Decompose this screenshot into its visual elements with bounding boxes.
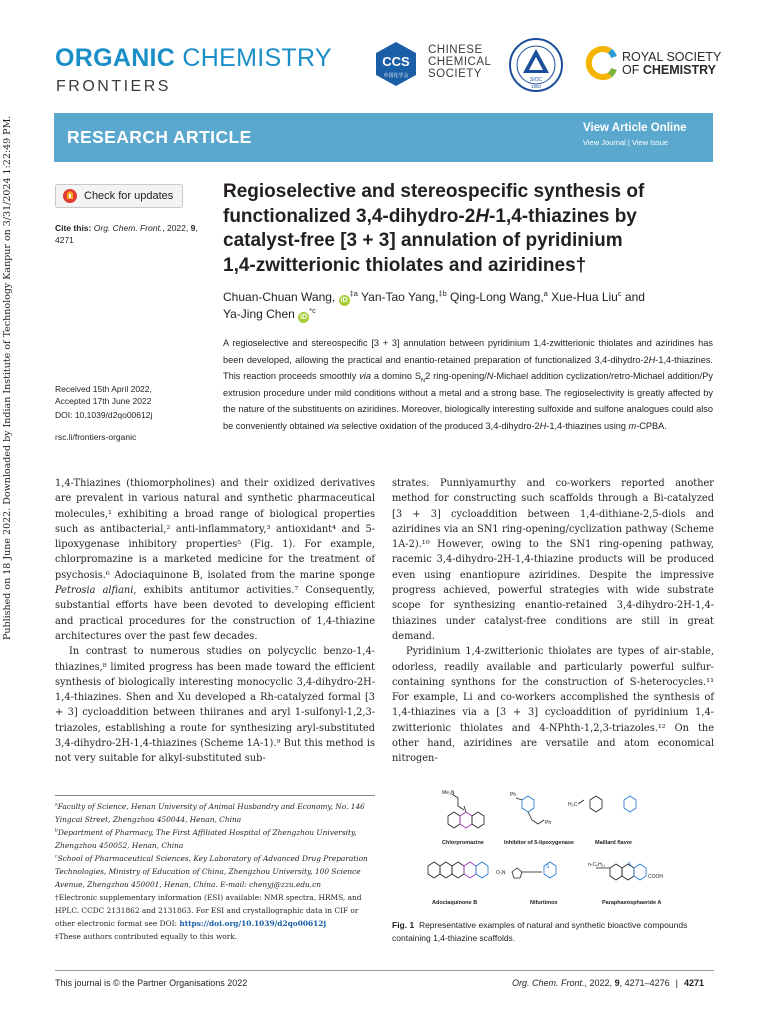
svg-text:S: S xyxy=(546,864,550,870)
footer-pages: , 4271–4276 xyxy=(619,978,670,988)
footnote-esi xyxy=(55,891,377,930)
cite-volume: 9 xyxy=(190,223,196,233)
svg-text:O₂N: O₂N xyxy=(496,870,506,876)
journal-link[interactable]: rsc.li/frontiers-organic xyxy=(55,432,137,442)
body-text: 1,4-Thiazines (thiomorpholines) and their oxidized derivatives are prevalent in various natural and synthetic pharmaceutical molecules,¹ exhibiting a broad range of biological properties such as antibacterial,² anti-inflammatory,³ antioxidant⁴ and 5-lipoxygenase inhibitory properties⁵ (Fig. 1). For example, chlorpromazine is a marketed medicine for the treatment of psychosis.⁶ Adociaquinone B, isolated from the marine sponge xyxy=(55,478,375,581)
label-chlorpromazine: Chlorpromazine xyxy=(442,840,484,846)
esi-link[interactable]: https://doi.org/10.1039/d2qo00612j xyxy=(179,919,327,928)
footer-copyright: This journal is © the Partner Organisations 2022 xyxy=(55,978,248,988)
author-name[interactable]: Qing-Long Wang, xyxy=(446,290,544,304)
download-side-note xyxy=(2,115,16,640)
author-name[interactable]: Ya-Jing Chen xyxy=(223,307,295,321)
author-conjunction: and xyxy=(621,290,645,304)
footer-volume: 9 xyxy=(614,978,620,988)
footnote-text: School of Pharmaceutical Sciences, Key Laboratory of Advanced Drug Preparation Technologies, Ministry of Education of China, Zhengzhou University, 100 Science Avenue, Zhengzhou 450001, Henan, China. E-mail: chenyj@zzu.edu.cn xyxy=(55,854,368,889)
label-adociaquinone: Adociaquinone B xyxy=(432,900,478,906)
title-line-2 xyxy=(223,205,703,230)
figure-caption xyxy=(392,919,712,944)
check-for-updates-button[interactable] xyxy=(55,184,183,208)
body-column-right xyxy=(392,476,714,767)
orcid-icon[interactable]: iD xyxy=(300,314,308,321)
abstract-italic: N xyxy=(486,371,494,381)
abstract-text: a domino S xyxy=(370,371,422,381)
sioc-label: SIOC xyxy=(529,77,543,83)
footnote-text: Faculty of Science, Henan University of Animal Husbandry and Economy, No. 146 Yingcai Street, Zhengzhou 450044, Henan, China xyxy=(55,802,365,824)
label-maillard: Maillard flavor xyxy=(595,840,633,846)
footnote-b: $^b$Department of Pharmacy, The First Affiliated Hospital of Zhengzhou University, Zhengzhou 450052, Henan, China xyxy=(55,828,357,850)
cite-label: Cite this: xyxy=(55,223,92,233)
rsc-line1: ROYAL SOCIETY xyxy=(622,50,722,64)
cite-year: , 2022, xyxy=(162,223,191,233)
accepted-date: Accepted 17th June 2022 xyxy=(55,396,152,406)
author-line-1 xyxy=(223,289,713,306)
svg-text:H₃C: H₃C xyxy=(568,802,578,808)
author-name[interactable]: Yan-Tao Yang, xyxy=(357,290,439,304)
ccs-badge-subtext: 中国化学会 xyxy=(383,73,409,79)
rsc-line2-prefix: OF xyxy=(622,63,643,77)
svg-text:n-C₅H₁₁: n-C₅H₁₁ xyxy=(588,862,606,868)
ccs-logo-icon xyxy=(373,41,419,87)
journal-title xyxy=(55,44,332,73)
abstract-text: -CPBA. xyxy=(636,420,667,431)
footnote-c: $^c$School of Pharmaceutical Sciences, Key Laboratory of Advanced Drug Preparation Technologies, Ministry of Education of China, Zhengzhou University, 100 Science Avenue, Zhengzhou 450001, Henan, China. E-mail: chenyj@zzu.edu.cn xyxy=(55,854,368,889)
journal-title-light: CHEMISTRY xyxy=(182,44,332,72)
body-italic: Petrosia alfiani xyxy=(55,585,134,597)
svg-text:Me₂N: Me₂N xyxy=(442,790,455,796)
title-line-1: Regioselective and stereospecific synthesis of xyxy=(223,181,645,202)
body-paragraph: strates. Punniyamurthy and co-workers reported another method for constructing such scaffolds through a Bi-catalyzed [3 + 3] cycloaddition between 1,4-dithiane-2,5-diols and aziridines via an SN1 ring-opening/cyclization pathway (Scheme 1A-2).¹⁰ However, owing to the SN1 ring-opening pathway, racemic 3,4-dihydro-2H-1,4-thiazine products will be produced even using enantiopure aziridines. Despite the impressive progress achieved, powerful strategies with wide substrate scope for synthesizing enantio-retained 3,4-dihydro-2H-1,4-thiazines under catalyst-free conditions are still in great demand. xyxy=(392,478,714,642)
label-paraphaeosphaeride: Paraphaeosphaeride A xyxy=(602,900,662,906)
ccs-line1: CHINESE xyxy=(428,44,483,56)
abstract-text: -1,4-thiazines. This reaction proceeds smoothly xyxy=(223,354,713,381)
body-paragraph: Pyridinium 1,4-zwitterionic thiolates are types of air-stable, odorless, readily available and particularly powerful sulfur-containing synthons for the construction of S-heterocycles.¹¹ For example, Li and co-workers accomplished the synthesis of 1,4-thiazines via a [3 + 3] cycloaddition of pyridinium 1,4-zwitterionic thiolates and 4-NPhth-1,2,3-triazoles.¹² On the other hand, aziridines are versatile and atom economical nitrogen- xyxy=(392,646,714,765)
svg-text:Ph: Ph xyxy=(545,820,552,826)
article-type-label: RESEARCH ARTICLE xyxy=(67,127,252,147)
body-paragraph xyxy=(55,476,375,644)
author-affil: ‡b xyxy=(438,289,447,298)
cite-this xyxy=(55,222,215,246)
footnote-text: Department of Pharmacy, The First Affiliated Hospital of Zhengzhou University, Zhengzhou 450052, Henan, China xyxy=(55,828,357,850)
label-inhibitor: Inhibitor of 5-lipoxygenase xyxy=(504,840,574,846)
sioc-year: 1950 xyxy=(530,84,542,89)
article-title xyxy=(223,180,703,278)
view-issue-link[interactable]: View Issue xyxy=(631,138,669,147)
footer-rule xyxy=(55,970,714,971)
rsc-logo-icon xyxy=(584,44,618,82)
ccs-line2: CHEMICAL xyxy=(428,56,492,68)
rsc-line2 xyxy=(622,64,721,77)
footer-journal: Org. Chem. Front. xyxy=(512,978,585,988)
abstract-italic: H xyxy=(539,420,547,431)
article-history xyxy=(55,383,152,407)
footer-page-number: 4271 xyxy=(683,978,705,988)
sioc-seal-icon xyxy=(508,37,564,93)
abstract-text: selective oxidation of the produced 3,4-dihydro-2 xyxy=(338,420,540,431)
ccs-line3: SOCIETY xyxy=(428,68,482,80)
body-text: , exhibits antitumor activities.⁷ Consequently, substantial efforts have been devoted to developing efficient and practical procedures for the construction of 1,4-thiazine architectures over the past few decades. xyxy=(55,585,375,642)
cite-journal: Org. Chem. Front. xyxy=(93,223,163,233)
rsc-line2-bold: CHEMISTRY xyxy=(642,63,716,77)
svg-text:S: S xyxy=(628,862,632,868)
footer-year: , 2022, xyxy=(584,978,615,988)
footnote-text: †Electronic supplementary information (ESI) available: NMR spectra, HRMS, and HPLC. CCDC 2131862 and 2131863. For ESI and crystallographic data in CIF or other electronic format see DOI: xyxy=(55,893,362,928)
abstract-italic: m xyxy=(628,420,637,431)
abstract-italic: H xyxy=(648,354,656,365)
abstract-text: A regioselective and stereospecific [3 + 3] annulation between pyridinium 1,4-zwitterionic thiolates and aziridines has been developed, allowing the practical and enantio-retained preparation of functionalized 3,4-dihydro-2 xyxy=(223,338,713,365)
author-line-2 xyxy=(223,306,713,323)
ccs-name xyxy=(428,44,491,80)
footnotes xyxy=(55,800,377,943)
view-links xyxy=(583,138,668,147)
svg-text:COOH: COOH xyxy=(648,874,663,880)
abstract-text: -Michael addition cyclization/retro-Michael addition/Py extrusion procedure under mild conditions without a metal and a strong base. The regioselectivity is greatly affected by the nature of the substituents on aziridines. Moreover, biologically interesting sulfoxide and sulfone analogues could also be conveniently obtained xyxy=(223,371,714,431)
figure-caption-text: Representative examples of natural and synthetic bioactive compounds containing 1,4-thiazine scaffolds. xyxy=(392,920,688,943)
footnote-a: $^a$Faculty of Science, Henan University of Animal Husbandry and Economy, No. 146 Yingcai Street, Zhengzhou 450044, Henan, China xyxy=(55,802,365,824)
title-line-2a: functionalized 3,4-dihydro-2 xyxy=(223,205,476,227)
title-line-2b: H xyxy=(475,205,490,227)
abstract-text: 2 ring-opening/ xyxy=(425,371,487,381)
abstract-subscript: N xyxy=(421,377,426,384)
doi[interactable]: DOI: 10.1039/d2qo00612j xyxy=(55,410,153,420)
footnote-rule xyxy=(55,795,375,796)
author-affil: a xyxy=(543,289,548,298)
body-paragraph: In contrast to numerous studies on polycyclic benzo-1,4-thiazines,⁸ limited progress has been made toward the efficient synthesis of biologically interesting monocyclic 3,4-dihydro-2H-1,4-thiazines. Shen and Xu developed a Rh-catalyzed formal [3 + 3] cycloaddition between thiiranes and aryl 1-sulfonyl-1,2,3-triazoles, establishing a route for synthesizing aryl-substituted 3,4-dihydro-2H-1,4-thiazines (Scheme 1A-1).⁹ But this method is not very suitable for alkyl-substituted sub- xyxy=(55,646,375,765)
cite-pages: , 4271 xyxy=(55,223,198,245)
view-journal-link[interactable]: View Journal xyxy=(583,138,626,147)
title-line-2c: -1,4-thiazines by xyxy=(489,205,637,227)
figure-1-structures xyxy=(392,786,714,912)
orcid-icon[interactable]: iD xyxy=(340,297,348,304)
label-nifurtimox: Nifurtimox xyxy=(530,900,558,906)
abstract-italic: via xyxy=(327,420,339,431)
author-name[interactable]: Chuan-Chuan Wang, xyxy=(223,290,336,304)
author-list xyxy=(223,289,713,323)
rsc-name xyxy=(622,51,721,77)
journal-subtitle: FRONTIERS xyxy=(56,78,171,95)
journal-title-bold: ORGANIC xyxy=(55,44,176,72)
title-line-3: catalyst-free [3 + 3] annulation of pyridinium xyxy=(223,230,623,251)
author-affil: ‡a xyxy=(349,289,358,298)
author-name[interactable]: Xue-Hua Liu xyxy=(547,290,618,304)
author-affil: c xyxy=(617,289,622,298)
figure-caption-label: Fig. 1 xyxy=(392,920,415,930)
abstract-italic: via xyxy=(359,371,371,381)
ccs-badge-text: CCS xyxy=(382,54,410,69)
view-article-online-link[interactable]: View Article Online xyxy=(583,122,687,134)
abstract-text: -1,4-thiazines using xyxy=(546,420,629,431)
title-line-4: 1,4-zwitterionic thiolates and aziridines† xyxy=(223,254,587,276)
side-note-text: Published on 18 June 2022. Downloaded by Indian Institute of Technology Kanpur on 3/31/2024 1:22:49 PM. xyxy=(2,115,13,640)
footer-citation: Org. Chem. Front., 2022, 9, 4271–4276 | 4271 xyxy=(512,978,705,988)
body-column-left xyxy=(55,476,375,767)
check-updates-icon xyxy=(62,188,78,204)
author-affil: *c xyxy=(309,306,316,315)
view-links-separator: | xyxy=(625,138,632,147)
abstract xyxy=(223,335,713,434)
footnote-equal: ‡These authors contributed equally to this work. xyxy=(55,932,238,941)
svg-text:Ph: Ph xyxy=(510,792,517,798)
received-date: Received 15th April 2022, xyxy=(55,384,152,394)
check-updates-label: Check for updates xyxy=(84,190,174,202)
